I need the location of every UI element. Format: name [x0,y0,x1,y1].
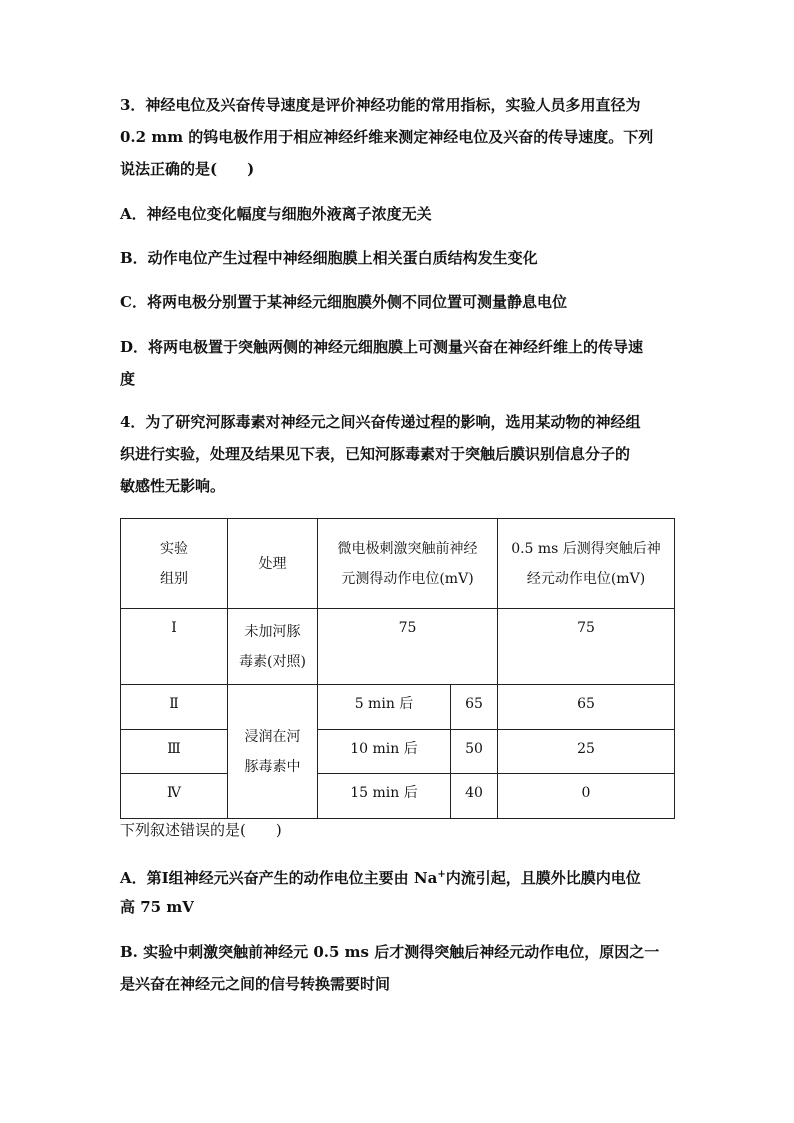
header-treatment: 处理 [228,519,318,609]
control-treatment-line-1: 未加河豚 [244,623,301,640]
header-group-line-1: 实验 [160,540,188,557]
header-group-line-2: 组别 [160,570,188,587]
results-table [120,518,675,819]
row-post-value: 75 [498,609,675,685]
table-header-row [121,519,675,609]
table-row [121,685,675,730]
row-treatment-control [228,609,318,685]
row-group: Ⅳ [121,774,228,819]
header-group [121,519,228,609]
q4-option-a-text-post: 内流引起，且膜外比膜内电位 [445,869,641,887]
row-pre-value: 65 [451,685,498,730]
q4-option-a-line-1 [120,865,641,888]
shared-treatment-line-2: 豚毒素中 [244,758,301,775]
q4-stem-line-3: 敏感性无影响。 [120,477,226,495]
q3-option-b: B．动作电位产生过程中神经细胞膜上相关蛋白质结构发生变化 [120,249,538,267]
q3-option-d-line-2: 度 [120,370,136,388]
q3-stem-line-2: 0.2 mm 的钨电极作用于相应神经纤维来测定神经电位及兴奋的传导速度。下列 [120,128,654,146]
row-post-value: 25 [498,730,675,774]
q4-option-b-line-2: 是兴奋在神经元之间的信号转换需要时间 [120,975,391,993]
q4-option-a-text-pre: A．第Ⅰ组神经元兴奋产生的动作电位主要由 Na [120,869,438,887]
header-post [498,519,675,609]
row-group: Ⅰ [121,609,228,685]
q3-option-d-line-1: D．将两电极置于突触两侧的神经元细胞膜上可测量兴奋在神经纤维上的传导速 [120,338,644,356]
header-pre-line-1: 微电极刺激突触前神经 [337,540,478,557]
row-treatment-shared [228,685,318,819]
q4-option-a-line-2: 高 75 mV [120,898,194,916]
q3-option-c: C．将两电极分别置于某神经元细胞膜外侧不同位置可测量静息电位 [120,293,567,311]
q3-stem-line-1: 3．神经电位及兴奋传导速度是评价神经功能的常用指标，实验人员多用直径为 [120,96,641,114]
row-post-value: 65 [498,685,675,730]
control-treatment-line-2: 毒素(对照) [239,653,306,670]
row-group: Ⅱ [121,685,228,730]
row-pre-value: 40 [451,774,498,819]
table-row [121,774,675,819]
q3-option-a: A．神经电位变化幅度与细胞外液离子浓度无关 [120,205,432,223]
table-row [121,730,675,774]
q4-option-a-superscript: + [437,869,446,880]
q4-stem-line-1: 4．为了研究河豚毒素对神经元之间兴奋传递过程的影响，选用某动物的神经组 [120,413,641,431]
header-post-line-2: 经元动作电位(mV) [526,570,646,587]
row-group: Ⅲ [121,730,228,774]
row-pre-value: 75 [318,609,498,685]
row-time: 15 min 后 [318,774,451,819]
row-post-value: 0 [498,774,675,819]
header-post-line-1: 0.5 ms 后测得突触后神 [511,540,661,557]
q3-stem-line-3: 说法正确的是( ) [120,160,255,178]
row-pre-value: 50 [451,730,498,774]
row-time: 10 min 后 [318,730,451,774]
row-time: 5 min 后 [318,685,451,730]
header-pre-line-2: 元测得动作电位(mV) [341,570,474,587]
header-pre [318,519,498,609]
table-row [121,609,675,685]
q4-option-b-line-1: B. 实验中刺激突触前神经元 0.5 ms 后才测得突触后神经元动作电位，原因之一 [120,943,660,961]
shared-treatment-line-1: 浸润在河 [244,728,301,745]
q4-question: 下列叙述错误的是( ) [120,821,282,839]
q4-stem-line-2: 织进行实验，处理及结果见下表，已知河豚毒素对于突触后膜识别信息分子的 [120,445,631,463]
